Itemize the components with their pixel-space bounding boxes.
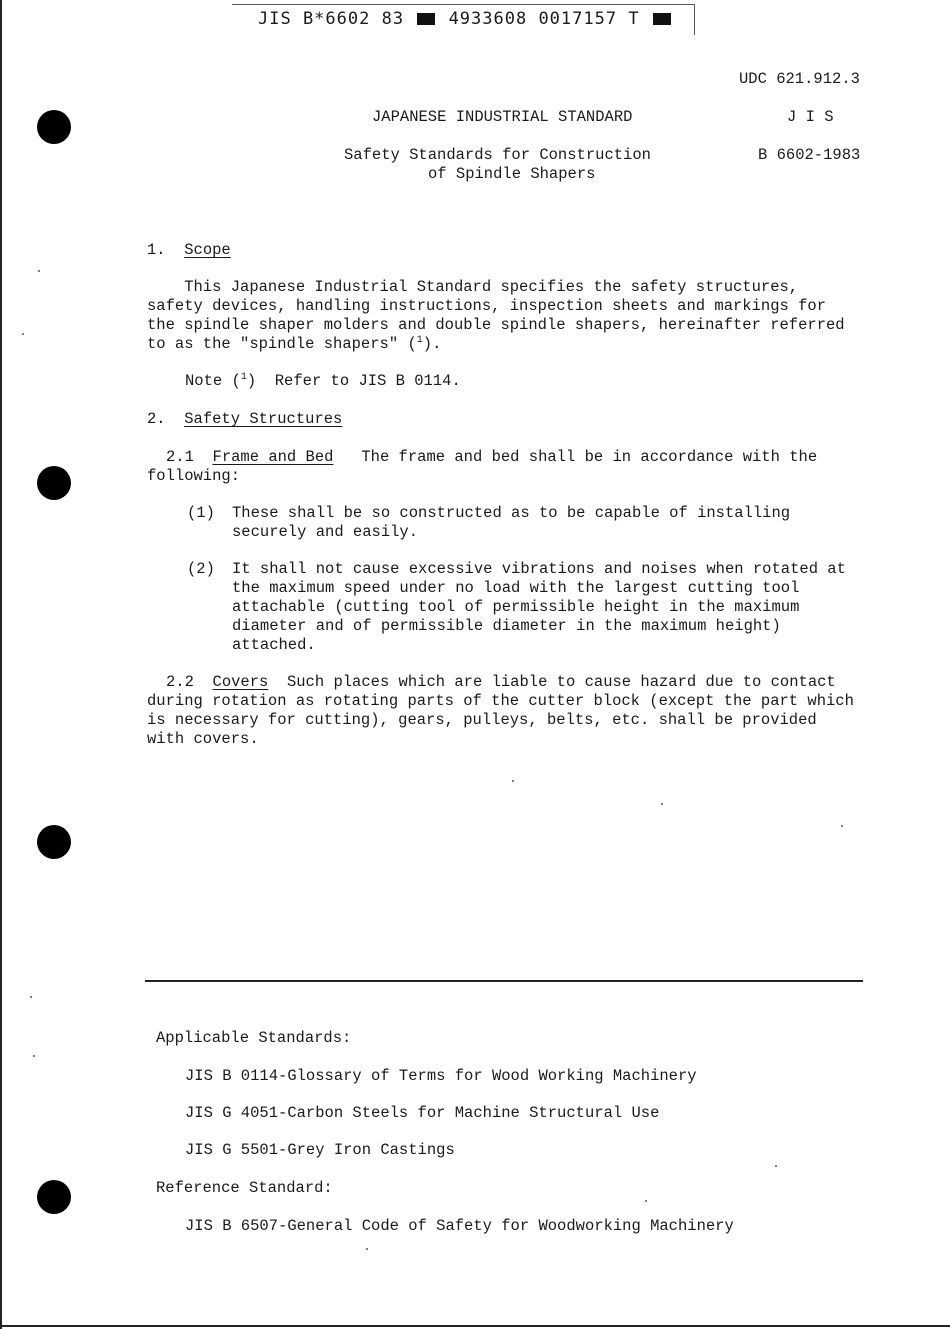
scan-speck xyxy=(841,825,843,827)
applicable-heading: Applicable Standards: xyxy=(156,1029,352,1047)
item-1-line-2: securely and easily. xyxy=(232,523,419,541)
section-1-title: Scope xyxy=(184,241,231,259)
section-2-1-heading xyxy=(166,448,817,467)
section-1-last-line-end: ). xyxy=(422,335,442,353)
section-1-number: 1. xyxy=(147,241,166,259)
item-2-line-5: attached. xyxy=(232,636,316,654)
note-1 xyxy=(185,372,461,391)
header-code xyxy=(258,9,673,29)
section-2-2-line-2: is necessary for cutting), gears, pulleys, belts, etc. shall be provided xyxy=(147,711,817,729)
item-2-line-1: It shall not cause excessive vibrations and noises when rotated at xyxy=(232,560,846,578)
scan-speck xyxy=(775,1165,777,1167)
header-code-part2: 4933608 0017157 T xyxy=(448,9,640,29)
binder-hole-1 xyxy=(37,110,71,144)
header-code-part1: JIS B*6602 83 xyxy=(258,9,405,29)
binder-hole-2 xyxy=(37,466,71,500)
item-2-number: (2) xyxy=(187,560,215,578)
section-2-number: 2. xyxy=(147,410,166,428)
item-2-line-4: diameter and of permissible diameter in the maximum height) xyxy=(232,617,781,635)
scan-speck xyxy=(661,803,663,805)
section-2-1-title: Frame and Bed xyxy=(212,448,334,466)
item-1-number: (1) xyxy=(187,504,215,522)
section-1-last-line: to as the "spindle shapers" ( xyxy=(147,335,417,353)
section-2-2-heading xyxy=(166,673,836,692)
section-2-title: Safety Structures xyxy=(184,410,343,428)
section-1-body-line-2: safety devices, handling instructions, inspection sheets and markings for xyxy=(147,297,827,315)
section-1-heading xyxy=(147,241,231,260)
item-2-line-3: attachable (cutting tool of permissible height in the maximum xyxy=(232,598,800,616)
header-block-mark-end xyxy=(653,13,671,25)
section-2-2-text: Such places which are liable to cause hazard due to contact xyxy=(286,673,836,691)
section-2-2-title: Covers xyxy=(212,673,269,691)
page-edge-left xyxy=(0,0,2,1329)
scan-speck xyxy=(645,1200,647,1202)
section-2-1-text-2: following: xyxy=(147,467,241,485)
page-edge-bottom xyxy=(0,1325,950,1327)
scan-speck xyxy=(366,1248,368,1250)
section-2-2-line-1: during rotation as rotating parts of the cutter block (except the part which xyxy=(147,692,854,710)
scan-speck xyxy=(512,780,514,782)
standard-type: JAPANESE INDUSTRIAL STANDARD xyxy=(372,108,633,126)
scan-speck xyxy=(38,270,40,272)
section-2-heading xyxy=(147,410,342,429)
section-1-body-line-4 xyxy=(147,335,441,354)
footnote-ref: 1 xyxy=(416,335,423,346)
section-1-body-line-1: This Japanese Industrial Standard specifies the safety structures, xyxy=(147,278,799,296)
title-line-1: Safety Standards for Construction xyxy=(344,146,651,164)
binder-hole-4 xyxy=(37,1180,71,1214)
scan-speck xyxy=(33,1055,35,1057)
section-2-1-text: The frame and bed shall be in accordance with the xyxy=(361,448,818,466)
reference-standard-1: JIS B 6507-General Code of Safety for Woodworking Machinery xyxy=(185,1217,734,1235)
jis-mark: J I S xyxy=(787,108,834,126)
section-2-2-line-3: with covers. xyxy=(147,730,259,748)
title-line-2: of Spindle Shapers xyxy=(428,165,596,183)
item-1-line-1: These shall be so constructed as to be capable of installing xyxy=(232,504,791,522)
applicable-standard-1: JIS B 0114-Glossary of Terms for Wood Working Machinery xyxy=(185,1067,697,1085)
standard-number: B 6602-1983 xyxy=(758,146,861,164)
section-2-2-number: 2.2 xyxy=(166,673,194,691)
footer-rule xyxy=(145,980,863,982)
binder-hole-3 xyxy=(37,825,71,859)
item-2-line-2: the maximum speed under no load with the largest cutting tool xyxy=(232,579,800,597)
udc-number: UDC 621.912.3 xyxy=(739,70,860,88)
header-block-mark xyxy=(417,13,435,25)
reference-heading: Reference Standard: xyxy=(156,1179,333,1197)
section-1-body-line-3: the spindle shaper molders and double spindle shapers, hereinafter referred xyxy=(147,316,845,334)
note-prefix: Note ( xyxy=(185,372,241,390)
scan-speck xyxy=(22,333,24,335)
applicable-standard-2: JIS G 4051-Carbon Steels for Machine Structural Use xyxy=(185,1104,660,1122)
applicable-standard-3: JIS G 5501-Grey Iron Castings xyxy=(185,1141,455,1159)
note-ref: 1 xyxy=(240,372,247,383)
scan-speck xyxy=(30,996,32,998)
note-text: ) Refer to JIS B 0114. xyxy=(246,372,461,390)
section-2-1-number: 2.1 xyxy=(166,448,194,466)
